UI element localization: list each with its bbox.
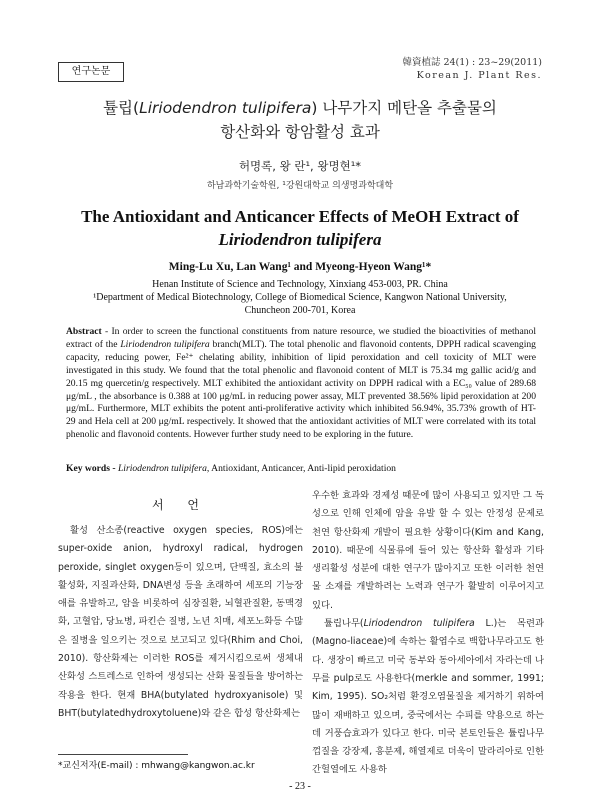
keywords-list: , Antioxidant, Anticancer, Anti-lipid peroxidation: [206, 463, 396, 474]
english-title-line-2: [40, 228, 560, 251]
korean-title-species: Liriodendron tulipifera: [139, 99, 312, 117]
english-title-line-1: The Antioxidant and Anticancer Effects of MeOH Extract of: [81, 207, 519, 226]
right-paragraph-2-species: Liriodendron tulipifera: [363, 618, 475, 630]
abstract: [66, 326, 536, 442]
korean-title-prefix: 튤립(: [103, 99, 140, 117]
left-column: [58, 522, 303, 723]
korean-title: [40, 96, 560, 144]
korean-affiliations: 하남과학기술학원, ¹강원대학교 의생명과학대학: [206, 181, 394, 191]
footnote-divider: [58, 754, 188, 755]
journal-line-1: 韓資植誌 24(1) : 23~29(2011): [402, 57, 542, 68]
english-title: [40, 205, 560, 251]
korean-title-line-1: [40, 96, 560, 120]
affiliation-line-2: ¹Department of Medical Biotechnology, College of Biomedical Science, Kangwon National University,: [93, 292, 507, 303]
abstract-label: Abstract: [66, 326, 102, 337]
korean-title-line-2: 항산화와 항암활성 효과: [220, 123, 380, 141]
journal-line-2: Korean J. Plant Res.: [416, 70, 542, 81]
journal-citation: [402, 56, 542, 82]
keywords-species: Liriodendron tulipifera: [117, 463, 207, 474]
abstract-species: Liriodendron tulipifera: [120, 338, 210, 350]
english-authors: Ming-Lu Xu, Lan Wang¹ and Myeong-Hyeon Wang¹*: [168, 261, 432, 273]
corresponding-author-footnote: *교신저자(E-mail) : mhwang@kangwon.ac.kr: [58, 761, 255, 771]
keywords-label: Key words: [66, 463, 110, 474]
right-paragraph-2-start: 튤립나무(: [324, 618, 364, 630]
keywords: [66, 463, 536, 474]
right-paragraph-1: 우수한 효과와 경제성 때문에 많이 사용되고 있지만 그 독성으로 인해 인체에 암을 유발 할 수 있는 안정성 문제로 천연 항산화제 개발이 필요한 상황이다(Kim and Kang, 2010). 때문에 식물류에 들어 있는 항산화 활성과 기타 생리활성 성분에 대한 연구가 많아지고 또한 이러한 천연물 소재를 개발하려는 노력과 연구가 활발히 이루어지고 있다.: [312, 490, 544, 611]
right-paragraph-2: [312, 615, 544, 780]
section-heading: 서 언: [152, 498, 209, 512]
right-column: [312, 487, 544, 780]
abstract-text-2: branch(MLT). The total phenolic and flavonoid contents, DPPH radical scavenging capacity, reducing power, Fe²⁺ chelating ability, inhibition of lipid peroxidation and cell toxicity of MLT were investigated in this study. We found that the total phenolic and flavonoid content of MLT is 75.34 mg gallic acid/g and 20.15 mg quercetin/g respectively. MLT exhibited the antioxidant activity on DPPH radical with a EC₅₀ value of 289.68 μg/mL , the absorbance is 0.388 at 100 μg/mL in reducing power assay, MLT prevented 38.56% lipid peroxidation at 200 μg/mL. Furthermore, MLT exhibits the potent anti-proliferative activity which inhibited 56.94%, 35.73% growth of HT-29 and Hela cell at 200 μg/mL respectively. It showed that the antioxidant activities of MLT were correlated with its total phenolic and flavonoid contents. However further study need to be exploring in the future.: [66, 338, 536, 441]
english-title-species: Liriodendron tulipifera: [218, 230, 382, 249]
page-number: - 23 -: [289, 781, 311, 792]
left-paragraph-1: 활성 산소종(reactive oxygen species, ROS)에는 super-oxide anion, hydroxyl radical, hydrogen peroxide, singlet oxygen등이 있으며, 단백질, 효소의 불활성화, 지질과산화, DNA변성 등을 초래하여 세포의 기능장애를 유발하고, 암을 비롯하여 심장질환, 뇌혈관질환, 동맥경화, 고혈압, 당뇨병, 파킨슨 질병, 노년 치매, 세포노화등 수많은 질병을 일으키는 것으로 보고되고 있다(Rhim and Choi, 2010). 항산화제는 이러한 ROS를 제거시킴으로써 생체내 산화성 스트레스로 인하여 생성되는 산화 물질들을 방어하는 작용을 한다. 현재 BHA(butylated hydroxyanisole) 및 BHT(butylatedhydroxytoluene)와 같은 합성 항산화제는: [58, 525, 303, 719]
affiliation-line-1: Henan Institute of Science and Technology, Xinxiang 453-003, PR. China: [152, 279, 448, 290]
affiliation-line-3: Chuncheon 200-701, Korea: [244, 305, 356, 316]
article-type-badge: 연구논문: [58, 62, 124, 82]
right-paragraph-2-rest: L.)는 목련과(Magno-liaceae)에 속하는 활엽수로 백합나무라고도 한다. 생장이 빠르고 미국 동부와 동아세아에서 자라는데 나무를 pulp로도 사용한다(merkle and sommer, 1991; Kim, 1995). SO₂처럼 환경오염물질을 제거하기 위하여 많이 재배하고 있으며, 중국에서는 수피를 약용으로 하는데 거풍습효과가 있다고 한다. 미국 본토인들은 튤립나무 껍질을 강장제, 흥분제, 해열제로 더욱이 말라리아로 인한 간헐열에도 사용하: [312, 618, 544, 776]
korean-title-suffix: ) 나무가지 메탄올 추출물의: [311, 99, 497, 117]
english-affiliations: [70, 278, 530, 317]
korean-authors: 허명록, 왕 란¹, 왕명현¹*: [238, 159, 362, 173]
abstract-text-1: - In order to screen the functional constituents from nature resource, we studied the bioactivities of methanol extract of the: [66, 326, 536, 350]
keywords-dash: -: [109, 463, 118, 474]
